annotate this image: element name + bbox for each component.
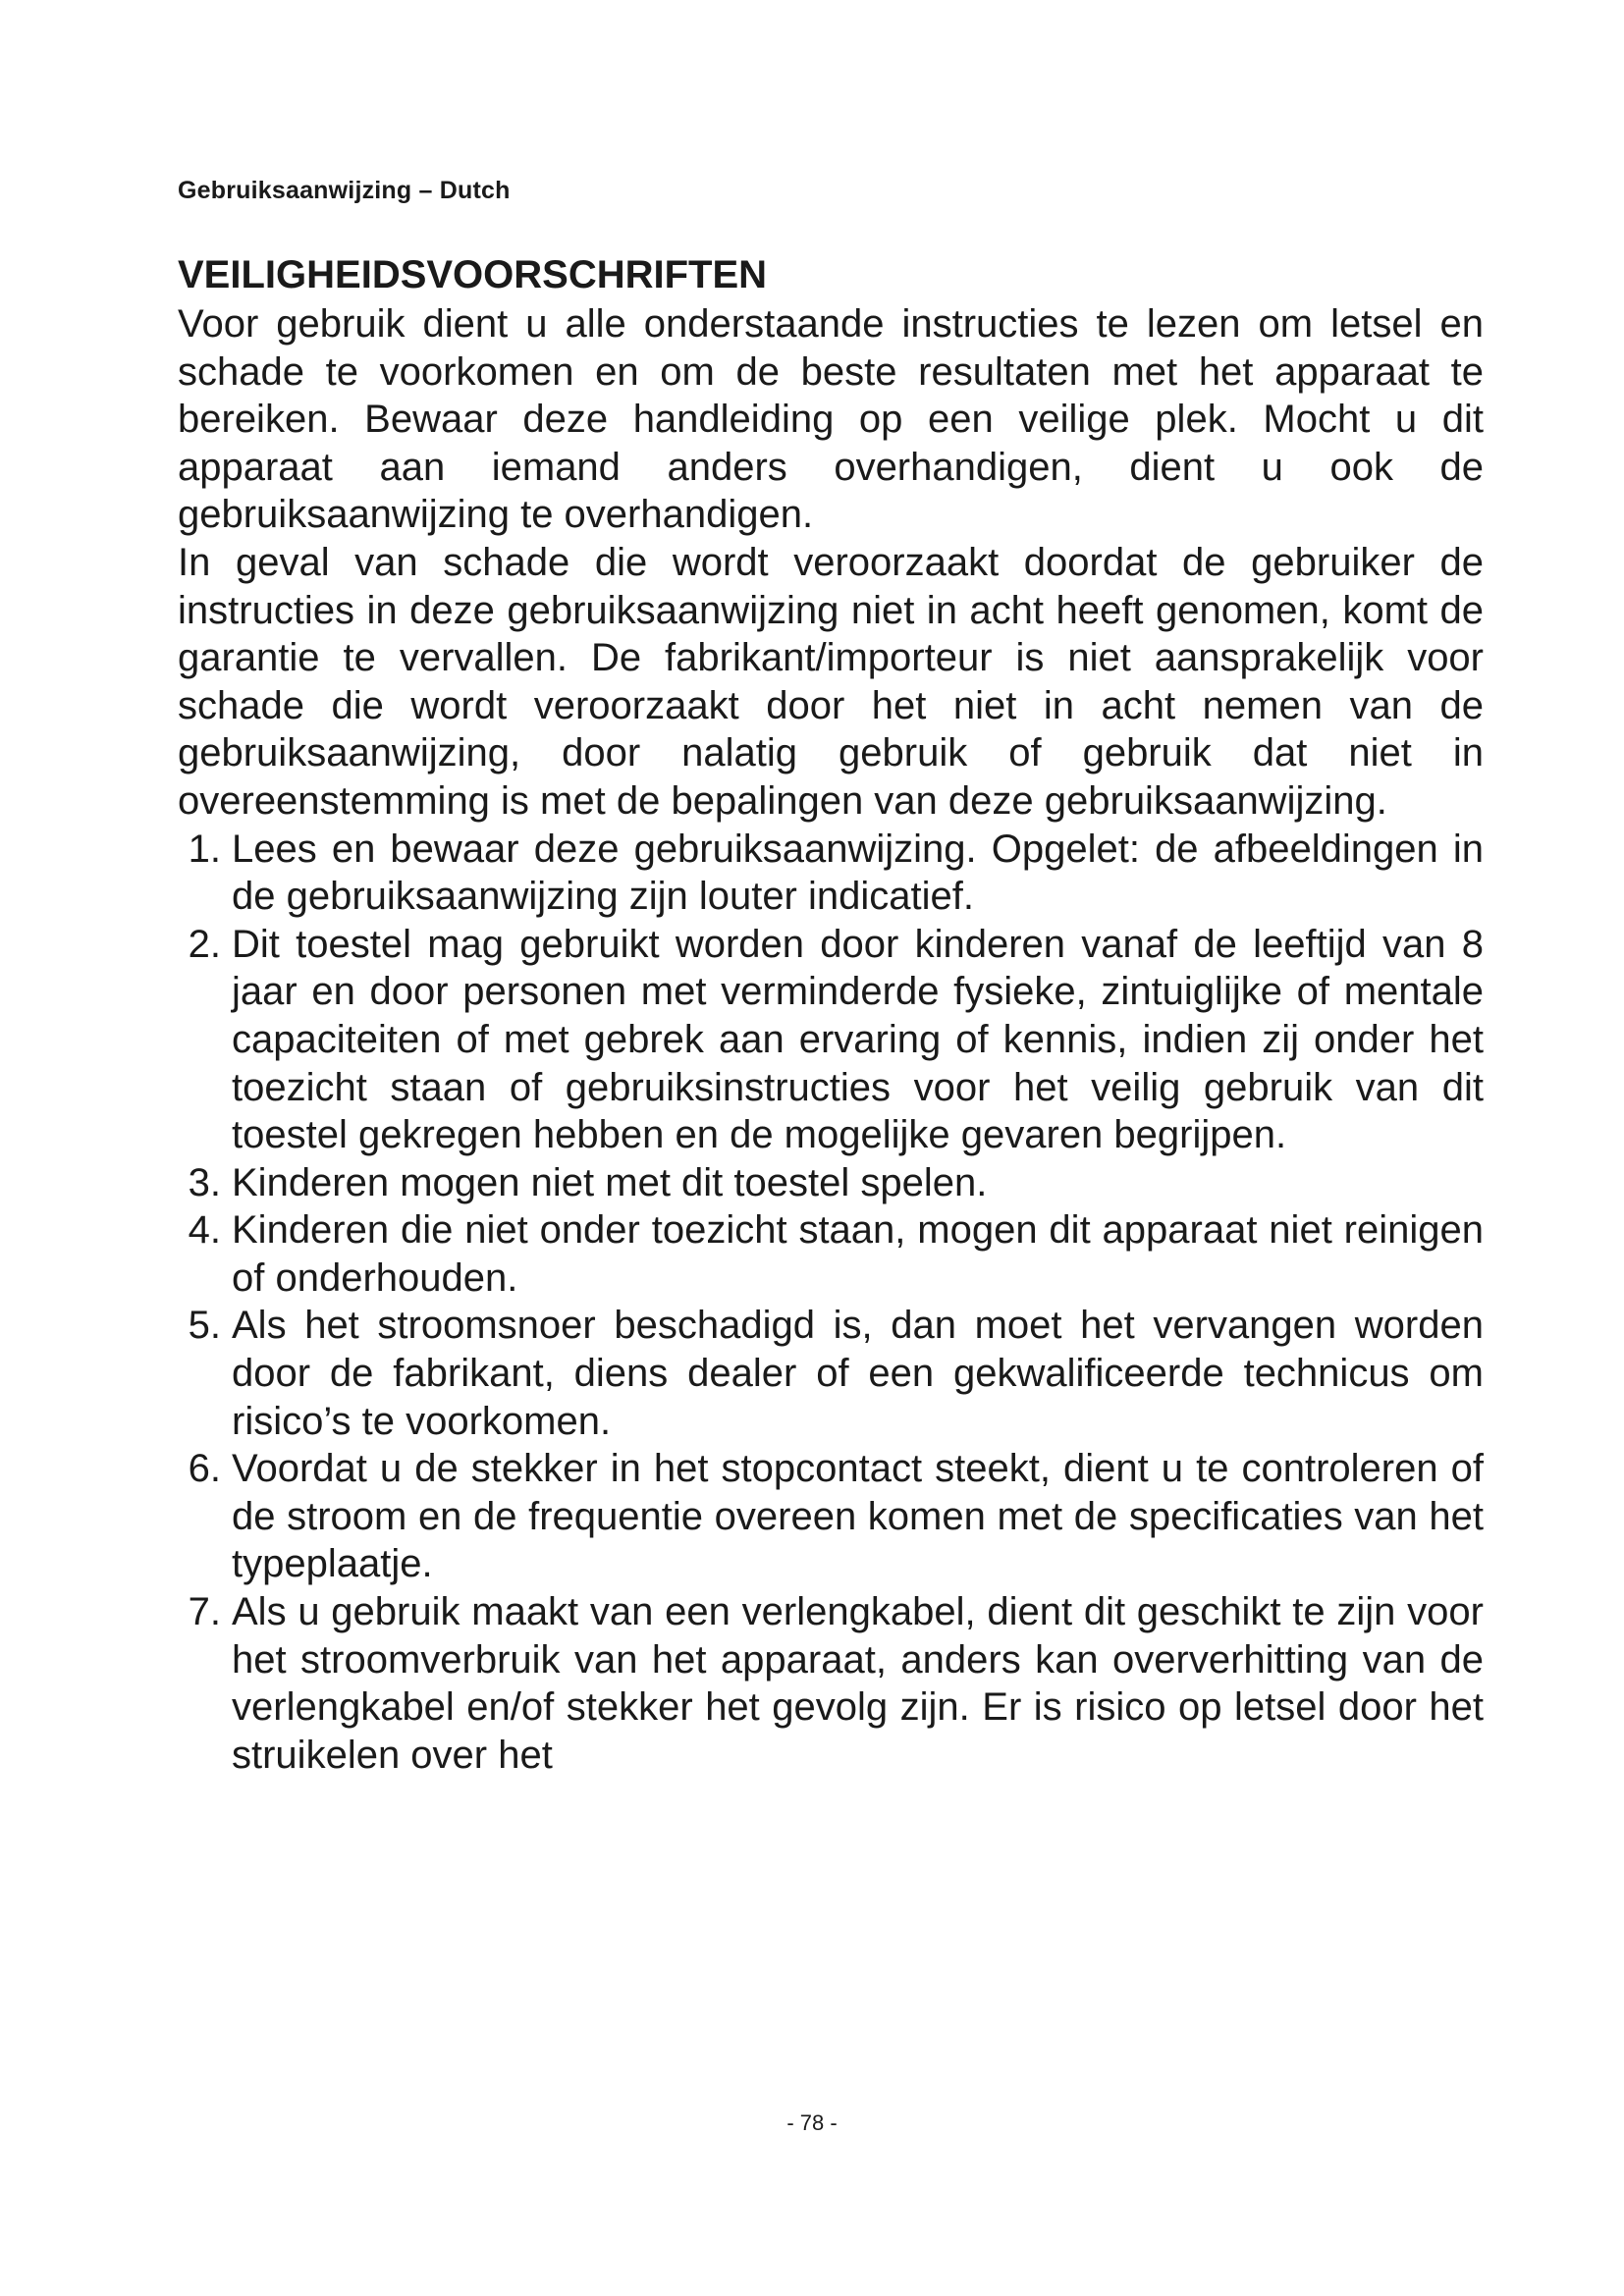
safety-section	[178, 253, 1484, 1779]
liability-paragraph: In geval van schade die wordt veroorzaakt doordat de gebruiker de instructies in deze gebruiksaanwijzing niet in acht heeft genomen, komt de garantie te vervallen. De fabrikant/importeur is niet aansprakelijk voor schade die wordt veroorzaakt door het niet in acht nemen van de gebruiksaanwijzing, door nalatig gebruik of gebruik dat niet in overeenstemming is met de bepalingen van deze gebruiksaanwijzing.	[178, 540, 1484, 823]
list-item	[178, 1159, 1484, 1207]
list-item	[178, 826, 1484, 921]
item-number: 2.	[188, 922, 221, 966]
list-item	[178, 1445, 1484, 1588]
item-number: 5.	[188, 1304, 221, 1348]
item-text: Kinderen mogen niet met dit toestel spelen.	[232, 1160, 988, 1204]
running-header: Gebruiksaanwijzing – Dutch	[178, 177, 511, 204]
intro-paragraph: Voor gebruik dient u alle onderstaande instructies te lezen om letsel en schade te voorkomen en om de beste resultaten met het apparaat te bereiken. Bewaar deze handleiding op een veilige plek. Mocht u dit apparaat aan iemand anders overhandigen, dient u ook de gebruiksaanwijzing te overhandigen.	[178, 302, 1484, 537]
item-text: Lees en bewaar deze gebruiksaanwijzing. Opgelet: de afbeeldingen in de gebruiksaanwijzing zijn louter indicatief.	[232, 827, 1484, 919]
item-number: 4.	[188, 1208, 221, 1253]
item-text: Als u gebruik maakt van een verlengkabel, dient dit geschikt te zijn voor het stroomverbruik van het apparaat, anders kan oververhitting van de verlengkabel en/of stekker het gevolg zijn. Er is risico op letsel door het struikelen over het	[232, 1590, 1484, 1777]
section-title: VEILIGHEIDSVOORSCHRIFTEN	[178, 253, 768, 296]
item-number: 3.	[188, 1160, 221, 1204]
list-item	[178, 921, 1484, 1159]
item-text: Als het stroomsnoer beschadigd is, dan moet het vervangen worden door de fabrikant, diens dealer of een gekwalificeerde technicus om risico’s te voorkomen.	[232, 1304, 1484, 1443]
item-text: Kinderen die niet onder toezicht staan, mogen dit apparaat niet reinigen of onderhouden.	[232, 1208, 1484, 1300]
item-number: 6.	[188, 1447, 221, 1491]
item-text: Dit toestel mag gebruikt worden door kinderen vanaf de leeftijd van 8 jaar en door personen met verminderde fysieke, zintuiglijke of mentale capaciteiten of met gebrek aan ervaring of kennis, indien zij onder het toezicht staan of gebruiksinstructies voor het veilig gebruik van dit toestel gekregen hebben en de mogelijke gevaren begrijpen.	[232, 922, 1484, 1157]
item-number: 1.	[188, 827, 221, 871]
instruction-list	[178, 826, 1484, 1780]
page-number: - 78 -	[786, 2110, 838, 2135]
list-item	[178, 1302, 1484, 1445]
item-text: Voordat u de stekker in het stopcontact steekt, dient u te controleren of de stroom en de frequentie overeen komen met de specificaties van het typeplaatje.	[232, 1447, 1484, 1586]
item-number: 7.	[188, 1590, 221, 1634]
list-item	[178, 1206, 1484, 1302]
list-item	[178, 1588, 1484, 1779]
